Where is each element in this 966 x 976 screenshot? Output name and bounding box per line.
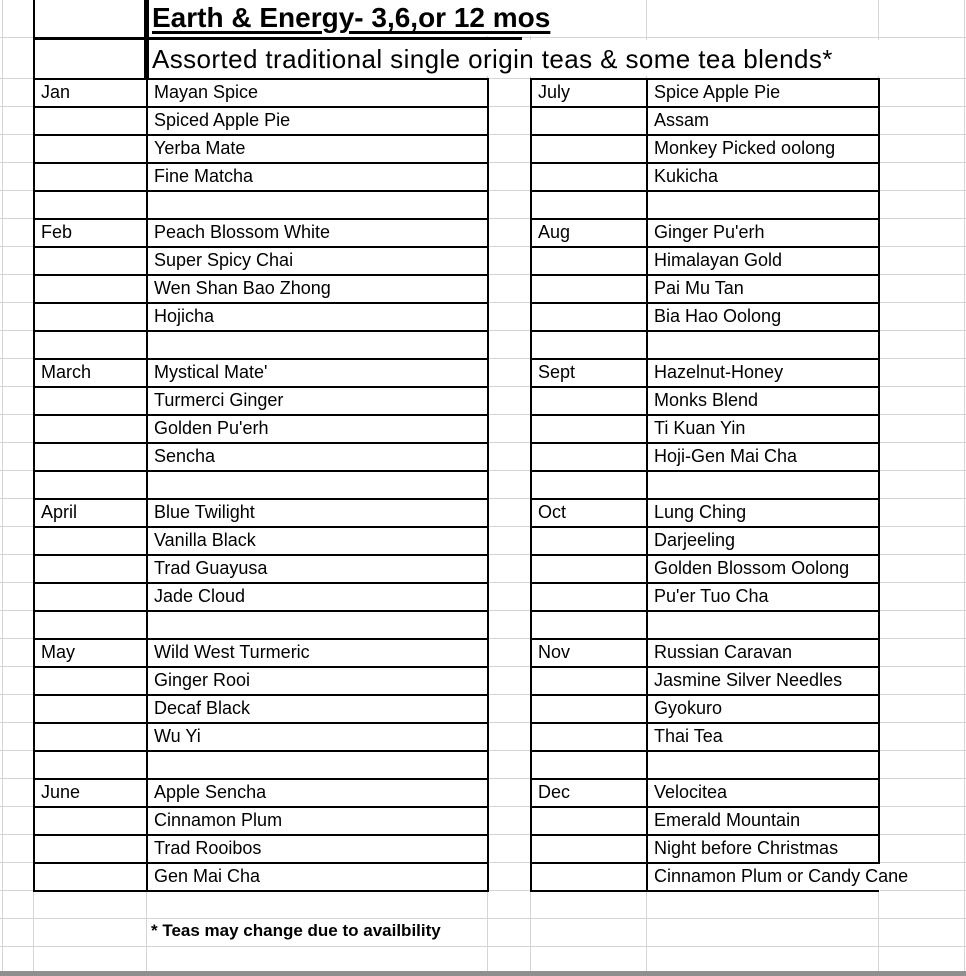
month-cell[interactable]: Jan	[34, 79, 147, 107]
empty-cell[interactable]	[647, 611, 879, 639]
empty-cell[interactable]	[34, 471, 147, 499]
table-row	[531, 275, 879, 303]
tea-cell[interactable]: Trad Rooibos	[147, 835, 488, 863]
table-row	[531, 723, 879, 751]
tea-cell[interactable]: Fine Matcha	[147, 163, 488, 191]
gridline	[0, 918, 966, 919]
table-row	[531, 387, 879, 415]
table-row	[34, 583, 488, 611]
table-row	[34, 667, 488, 695]
tea-cell[interactable]: Vanilla Black	[147, 527, 488, 555]
table-row	[34, 387, 488, 415]
table-row	[531, 79, 879, 107]
table-row	[531, 219, 879, 247]
tea-cell[interactable]: Lung Ching	[647, 499, 879, 527]
month-cell[interactable]	[34, 807, 147, 835]
tea-cell[interactable]: Gyokuro	[647, 695, 879, 723]
month-cell[interactable]: Feb	[34, 219, 147, 247]
table-row	[34, 527, 488, 555]
footnote[interactable]: * Teas may change due to availbility	[151, 921, 441, 940]
month-cell[interactable]: Sept	[531, 359, 647, 387]
spacer-row	[531, 751, 879, 779]
empty-cell[interactable]	[531, 751, 647, 779]
tea-cell[interactable]: Pu'er Tuo Cha	[647, 583, 879, 611]
table-row	[531, 695, 879, 723]
month-cell[interactable]	[34, 303, 147, 331]
tea-cell[interactable]: Super Spicy Chai	[147, 247, 488, 275]
month-cell[interactable]	[34, 835, 147, 863]
tea-cell[interactable]: Blue Twilight	[147, 499, 488, 527]
tea-cell[interactable]: Peach Blossom White	[147, 219, 488, 247]
table-row	[34, 303, 488, 331]
page-title[interactable]: Earth & Energy- 3,6,or 12 mos	[152, 2, 551, 33]
month-cell[interactable]: April	[34, 499, 147, 527]
tea-cell[interactable]: Darjeeling	[647, 527, 879, 555]
month-cell[interactable]	[34, 387, 147, 415]
month-cell[interactable]: Dec	[531, 779, 647, 807]
tea-cell[interactable]: Hojicha	[147, 303, 488, 331]
table-row	[531, 415, 879, 443]
gridline	[2, 0, 3, 974]
header-empty-cell-top[interactable]	[33, 0, 146, 39]
month-cell[interactable]: Oct	[531, 499, 647, 527]
table-row	[531, 443, 879, 471]
tea-cell[interactable]: Monks Blend	[647, 387, 879, 415]
tea-cell[interactable]: Jade Cloud	[147, 583, 488, 611]
table-row	[531, 639, 879, 667]
month-cell[interactable]	[34, 275, 147, 303]
bottom-scroll-edge	[0, 971, 966, 976]
month-cell[interactable]	[34, 247, 147, 275]
tea-cell[interactable]: Velocitea	[647, 779, 879, 807]
tea-cell[interactable]: Spiced Apple Pie	[147, 107, 488, 135]
table-row	[531, 583, 879, 611]
table-row	[531, 779, 879, 807]
gridline	[0, 946, 966, 947]
month-cell[interactable]	[34, 135, 147, 163]
month-cell[interactable]: July	[531, 79, 647, 107]
table-row	[531, 555, 879, 583]
tea-cell[interactable]: Assam	[647, 107, 879, 135]
month-cell[interactable]	[531, 527, 647, 555]
table-row	[34, 443, 488, 471]
empty-cell[interactable]	[34, 191, 147, 219]
month-cell[interactable]	[531, 723, 647, 751]
table-row	[531, 863, 879, 891]
header-column-border	[146, 0, 149, 80]
tea-cell[interactable]: Russian Caravan	[647, 639, 879, 667]
table-row	[34, 219, 488, 247]
month-cell[interactable]	[531, 415, 647, 443]
tea-cell[interactable]: Kukicha	[647, 163, 879, 191]
tea-cell[interactable]: Hazelnut-Honey	[647, 359, 879, 387]
page-subtitle[interactable]: Assorted traditional single origin teas & some tea blends*	[152, 44, 833, 74]
tea-cell[interactable]: Emerald Mountain	[647, 807, 879, 835]
month-cell[interactable]: March	[34, 359, 147, 387]
month-cell[interactable]: Nov	[531, 639, 647, 667]
spacer-row	[34, 331, 488, 359]
table-row	[531, 527, 879, 555]
tea-cell[interactable]: Yerba Mate	[147, 135, 488, 163]
spacer-row	[531, 191, 879, 219]
table-row	[34, 359, 488, 387]
empty-cell[interactable]	[147, 471, 488, 499]
table-row	[34, 163, 488, 191]
header-empty-cell-bottom[interactable]	[33, 37, 146, 80]
tea-cell[interactable]: Cinnamon Plum	[147, 807, 488, 835]
table-row	[531, 247, 879, 275]
table-row	[531, 359, 879, 387]
empty-cell[interactable]	[147, 751, 488, 779]
empty-cell[interactable]	[647, 331, 879, 359]
tea-cell[interactable]: Golden Pu'erh	[147, 415, 488, 443]
month-cell[interactable]	[34, 443, 147, 471]
month-cell[interactable]	[531, 807, 647, 835]
month-cell[interactable]	[531, 247, 647, 275]
tea-cell[interactable]: Wild West Turmeric	[147, 639, 488, 667]
month-cell[interactable]	[531, 107, 647, 135]
gridline	[878, 890, 879, 974]
table-row	[34, 723, 488, 751]
month-cell[interactable]	[34, 695, 147, 723]
tea-cell[interactable]: Ginger Pu'erh	[647, 219, 879, 247]
schedule-table-july-dec	[530, 78, 909, 892]
table-row	[34, 555, 488, 583]
tea-cell[interactable]: Spice Apple Pie	[647, 79, 879, 107]
month-cell[interactable]	[34, 583, 147, 611]
tea-cell[interactable]: Thai Tea	[647, 723, 879, 751]
tea-cell[interactable]: Cinnamon Plum or Candy Cane	[647, 863, 879, 891]
table-row	[34, 863, 488, 891]
table-row	[34, 779, 488, 807]
gridline	[530, 890, 531, 974]
month-cell[interactable]	[531, 863, 647, 891]
month-cell[interactable]: June	[34, 779, 147, 807]
tea-cell[interactable]: Hoji-Gen Mai Cha	[647, 443, 879, 471]
table-row	[34, 695, 488, 723]
month-cell[interactable]	[531, 387, 647, 415]
spacer-row	[531, 611, 879, 639]
gridline	[146, 890, 147, 974]
gridline	[646, 890, 647, 974]
month-cell[interactable]	[34, 667, 147, 695]
table-row	[531, 499, 879, 527]
tea-cell[interactable]: Pai Mu Tan	[647, 275, 879, 303]
tea-cell[interactable]: Night before Christmas	[647, 835, 879, 863]
month-cell[interactable]	[531, 443, 647, 471]
tea-cell[interactable]: Bia Hao Oolong	[647, 303, 879, 331]
spacer-row	[34, 471, 488, 499]
empty-cell[interactable]	[147, 331, 488, 359]
tea-cell[interactable]: Ginger Rooi	[147, 667, 488, 695]
title-row-border	[33, 37, 522, 40]
table-row	[531, 303, 879, 331]
tea-cell[interactable]: Monkey Picked oolong	[647, 135, 879, 163]
table-row	[34, 79, 488, 107]
tea-cell[interactable]: Trad Guayusa	[147, 555, 488, 583]
month-cell[interactable]: May	[34, 639, 147, 667]
tea-cell[interactable]: Decaf Black	[147, 695, 488, 723]
empty-cell[interactable]	[647, 751, 879, 779]
tea-cell[interactable]: Wu Yi	[147, 723, 488, 751]
empty-cell[interactable]	[531, 611, 647, 639]
tea-cell[interactable]: Turmerci Ginger	[147, 387, 488, 415]
empty-cell[interactable]	[531, 191, 647, 219]
tea-cell[interactable]: Mystical Mate'	[147, 359, 488, 387]
month-cell[interactable]	[531, 303, 647, 331]
table-row	[531, 107, 879, 135]
table-row	[531, 667, 879, 695]
empty-cell[interactable]	[147, 611, 488, 639]
spacer-row	[34, 611, 488, 639]
empty-cell[interactable]	[34, 611, 147, 639]
table-row	[34, 639, 488, 667]
tea-cell[interactable]: Jasmine Silver Needles	[647, 667, 879, 695]
empty-cell[interactable]	[147, 191, 488, 219]
gridline	[33, 890, 34, 974]
table-row	[34, 415, 488, 443]
spacer-row	[531, 471, 879, 499]
tea-cell[interactable]: Golden Blossom Oolong	[647, 555, 879, 583]
month-cell[interactable]	[531, 555, 647, 583]
table-row	[34, 275, 488, 303]
month-cell[interactable]	[531, 835, 647, 863]
month-cell[interactable]	[531, 135, 647, 163]
month-cell[interactable]	[34, 527, 147, 555]
table-row	[34, 107, 488, 135]
tea-cell[interactable]: Gen Mai Cha	[147, 863, 488, 891]
empty-cell[interactable]	[34, 751, 147, 779]
gridline	[487, 890, 488, 974]
month-cell[interactable]	[531, 667, 647, 695]
month-cell[interactable]	[34, 107, 147, 135]
table-row	[34, 835, 488, 863]
table-row	[34, 499, 488, 527]
table-row	[531, 135, 879, 163]
empty-cell[interactable]	[647, 191, 879, 219]
spacer-row	[34, 751, 488, 779]
month-cell[interactable]	[531, 275, 647, 303]
tea-cell[interactable]: Himalayan Gold	[647, 247, 879, 275]
empty-cell[interactable]	[531, 331, 647, 359]
table-row	[34, 135, 488, 163]
empty-cell[interactable]	[647, 471, 879, 499]
spacer-row	[531, 331, 879, 359]
month-cell[interactable]: Aug	[531, 219, 647, 247]
schedule-table-jan-june	[33, 78, 489, 892]
month-cell[interactable]	[34, 163, 147, 191]
table-row	[34, 247, 488, 275]
table-row	[34, 807, 488, 835]
empty-cell[interactable]	[531, 471, 647, 499]
gridline	[964, 0, 965, 974]
tea-cell[interactable]: Apple Sencha	[147, 779, 488, 807]
tea-cell[interactable]: Mayan Spice	[147, 79, 488, 107]
month-cell[interactable]	[34, 555, 147, 583]
month-cell[interactable]	[34, 723, 147, 751]
table-row	[531, 163, 879, 191]
table-row	[531, 835, 879, 863]
month-cell[interactable]	[531, 163, 647, 191]
table-row	[531, 807, 879, 835]
tea-cell[interactable]: Wen Shan Bao Zhong	[147, 275, 488, 303]
empty-cell[interactable]	[34, 331, 147, 359]
month-cell[interactable]	[531, 695, 647, 723]
month-cell[interactable]	[531, 583, 647, 611]
month-cell[interactable]	[34, 415, 147, 443]
tea-cell[interactable]: Sencha	[147, 443, 488, 471]
month-cell[interactable]	[34, 863, 147, 891]
tea-cell[interactable]: Ti Kuan Yin	[647, 415, 879, 443]
spacer-row	[34, 191, 488, 219]
